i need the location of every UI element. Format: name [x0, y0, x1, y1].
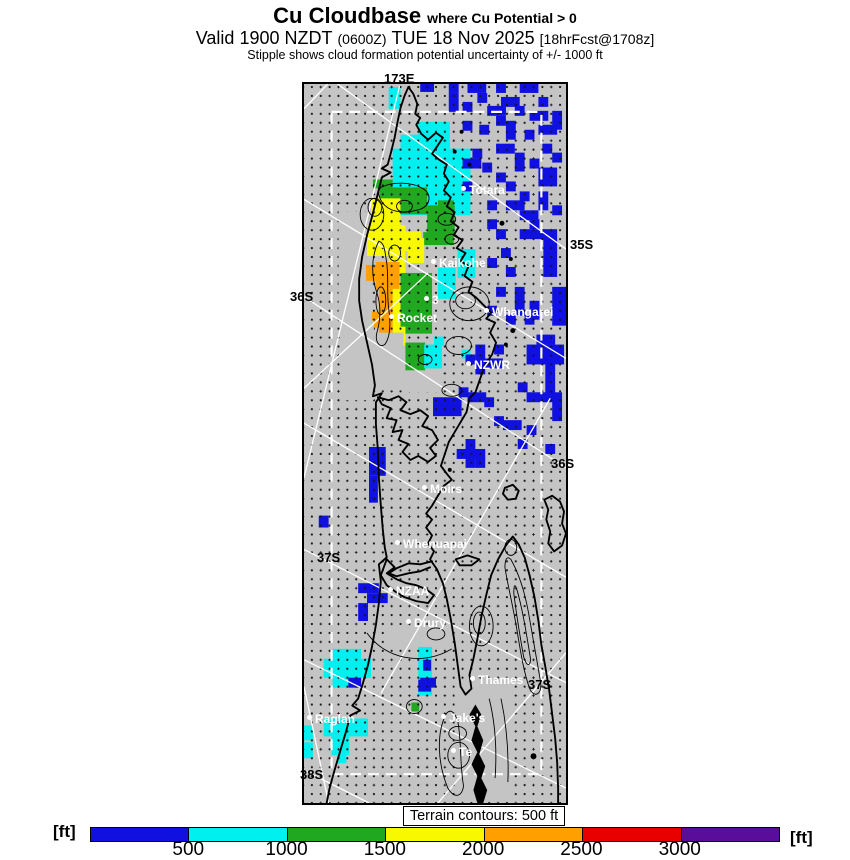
page-title	[0, 3, 850, 29]
forecast-map	[302, 82, 568, 805]
place-dot-icon	[466, 361, 471, 366]
legend-unit-left: [ft]	[53, 822, 76, 841]
place-label: Whangarei	[492, 305, 554, 319]
place-label: Whenuapai	[403, 537, 468, 551]
place-dot-icon	[307, 715, 312, 720]
place-label: NZWR	[474, 358, 510, 372]
place-marker	[484, 305, 553, 319]
place-label: Totara	[469, 183, 505, 197]
place-marker	[422, 482, 462, 496]
title-suffix: where Cu Potential > 0	[427, 10, 577, 26]
place-dot-icon	[470, 676, 475, 681]
place-dot-icon	[389, 314, 394, 319]
place-label: Te	[459, 745, 473, 759]
place-marker	[424, 293, 439, 307]
graticule-label: 37S	[528, 677, 552, 692]
place-marker	[406, 616, 446, 630]
graticule-label: 37S	[317, 550, 341, 565]
valid-time-line	[0, 28, 850, 49]
place-label: Drury	[414, 616, 447, 630]
place-marker	[451, 745, 472, 759]
place-label: NZAA	[396, 584, 430, 598]
terrain-contour-note: Terrain contours: 500 ft	[403, 806, 565, 826]
place-dot-icon	[424, 296, 429, 301]
place-marker	[431, 256, 486, 270]
valid-fcst: [18hrFcst@1708z]	[539, 31, 655, 47]
place-dot-icon	[461, 186, 466, 191]
place-label: Raglan	[315, 712, 356, 726]
legend-tick-label: 2500	[560, 839, 603, 860]
legend-tick-label: 1500	[363, 839, 406, 860]
graticule-label: 36S	[551, 456, 575, 471]
legend-tick-label: 2000	[462, 839, 505, 860]
place-marker	[307, 712, 355, 726]
legend-tick-label: 1000	[265, 839, 308, 860]
graticule-label: 173E	[384, 71, 415, 86]
graticule-label: 35S	[570, 237, 594, 252]
valid-utc: (0600Z)	[337, 31, 387, 47]
place-dot-icon	[431, 259, 436, 264]
place-label: 3	[432, 293, 439, 307]
place-marker	[395, 537, 467, 551]
title-main: Cu Cloudbase	[273, 3, 422, 28]
place-label: Kaikohe	[439, 256, 486, 270]
place-dot-icon	[451, 748, 456, 753]
place-label: Jake's	[449, 711, 486, 725]
place-dot-icon	[484, 308, 489, 313]
graticule-label: 38S	[300, 767, 324, 782]
legend-unit-right: [ft]	[790, 828, 813, 847]
place-label: Thames	[478, 673, 524, 687]
valid-prefix: Valid 1900 NZDT	[195, 28, 333, 48]
place-dot-icon	[388, 587, 393, 592]
valid-date: TUE 18 Nov 2025	[391, 28, 535, 48]
place-marker	[466, 358, 510, 372]
place-dot-icon	[406, 619, 411, 624]
map-canvas	[304, 84, 566, 803]
place-dot-icon	[395, 540, 400, 545]
place-marker	[461, 183, 505, 197]
place-label: Rocket	[397, 311, 438, 325]
place-marker	[389, 311, 437, 325]
place-dot-icon	[441, 714, 446, 719]
legend-tick-label: 3000	[658, 839, 701, 860]
place-label: Moirs	[430, 482, 463, 496]
place-dot-icon	[422, 485, 427, 490]
graticule-label: 36S	[290, 289, 314, 304]
legend-tick-label: 500	[172, 839, 205, 860]
place-marker	[470, 673, 523, 687]
place-marker	[441, 711, 485, 725]
place-marker	[388, 584, 429, 598]
stipple-note: Stipple shows cloud formation potential uncertainty of +/- 1000 ft	[247, 48, 603, 62]
